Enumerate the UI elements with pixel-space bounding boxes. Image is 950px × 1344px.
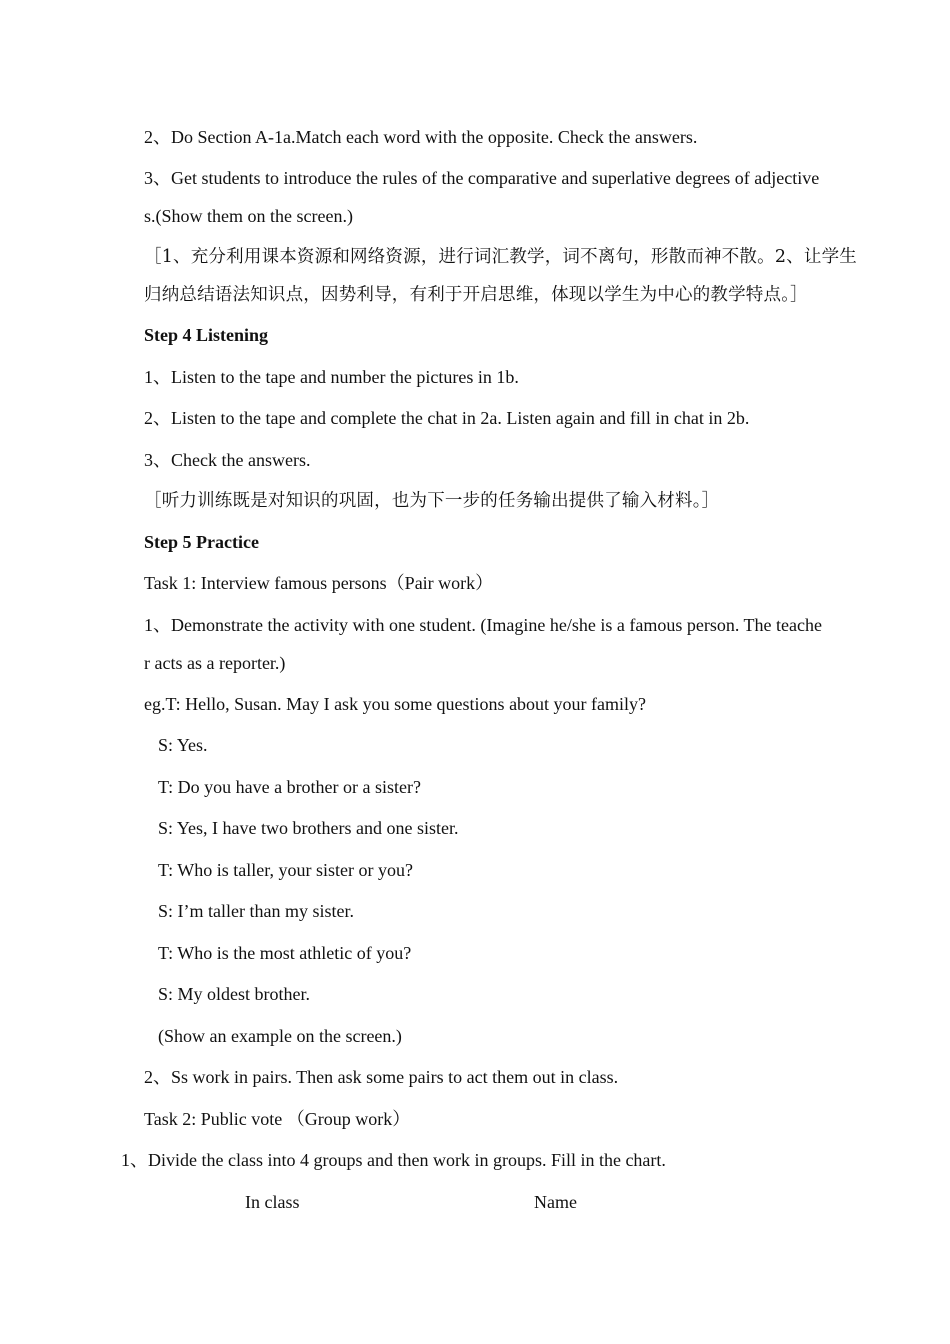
teaching-note: ［听力训练既是对知识的巩固，也为下一步的任务输出提供了输入材料。］ (144, 491, 720, 511)
instruction-line-continued: s.(Show them on the screen.) (144, 206, 353, 226)
instruction-line-continued: r acts as a reporter.) (144, 653, 286, 673)
dialogue-line: S: I’m taller than my sister. (158, 901, 354, 921)
teaching-note-continued: 归纳总结语法知识点，因势利导，有利于开启思维，体现以学生为中心的教学特点。］ (144, 285, 808, 305)
dialogue-line: T: Who is the most athletic of you? (158, 943, 412, 963)
instruction-line: 1、Demonstrate the activity with one student. (Imagine he/she is a famous person. The teache (144, 615, 822, 635)
task-heading: Task 1: Interview famous persons（Pair work） (144, 573, 494, 593)
instruction-line: 3、Get students to introduce the rules of the comparative and superlative degrees of adjective (144, 168, 820, 188)
step-heading: Step 5 Practice (144, 532, 259, 552)
dialogue-line: S: My oldest brother. (158, 984, 310, 1004)
dialogue-line: S: Yes, I have two brothers and one sister. (158, 818, 459, 838)
instruction-line: 3、Check the answers. (144, 450, 311, 470)
instruction-line: 1、Listen to the tape and number the pictures in 1b. (144, 367, 519, 387)
instruction-line: 2、Ss work in pairs. Then ask some pairs to act them out in class. (144, 1067, 619, 1087)
instruction-line: 1、Divide the class into 4 groups and then work in groups. Fill in the chart. (121, 1150, 666, 1170)
instruction-line: 2、Do Section A-1a.Match each word with the opposite. Check the answers. (144, 127, 698, 147)
task-heading: Task 2: Public vote （Group work） (144, 1109, 411, 1129)
chart-header-in-class: In class (245, 1192, 300, 1212)
dialogue-line: T: Do you have a brother or a sister? (158, 777, 422, 797)
step-heading: Step 4 Listening (144, 325, 269, 345)
dialogue-line: S: Yes. (158, 735, 208, 755)
chart-header-name: Name (534, 1192, 577, 1212)
teaching-note: ［1、充分利用课本资源和网络资源，进行词汇教学，词不离句，形散而神不散。2、让学生 (144, 247, 857, 267)
instruction-line: 2、Listen to the tape and complete the chat in 2a. Listen again and fill in chat in 2b. (144, 408, 750, 428)
dialogue-line: eg.T: Hello, Susan. May I ask you some questions about your family? (144, 694, 647, 714)
dialogue-line: T: Who is taller, your sister or you? (158, 860, 413, 880)
instruction-note: (Show an example on the screen.) (158, 1026, 402, 1046)
